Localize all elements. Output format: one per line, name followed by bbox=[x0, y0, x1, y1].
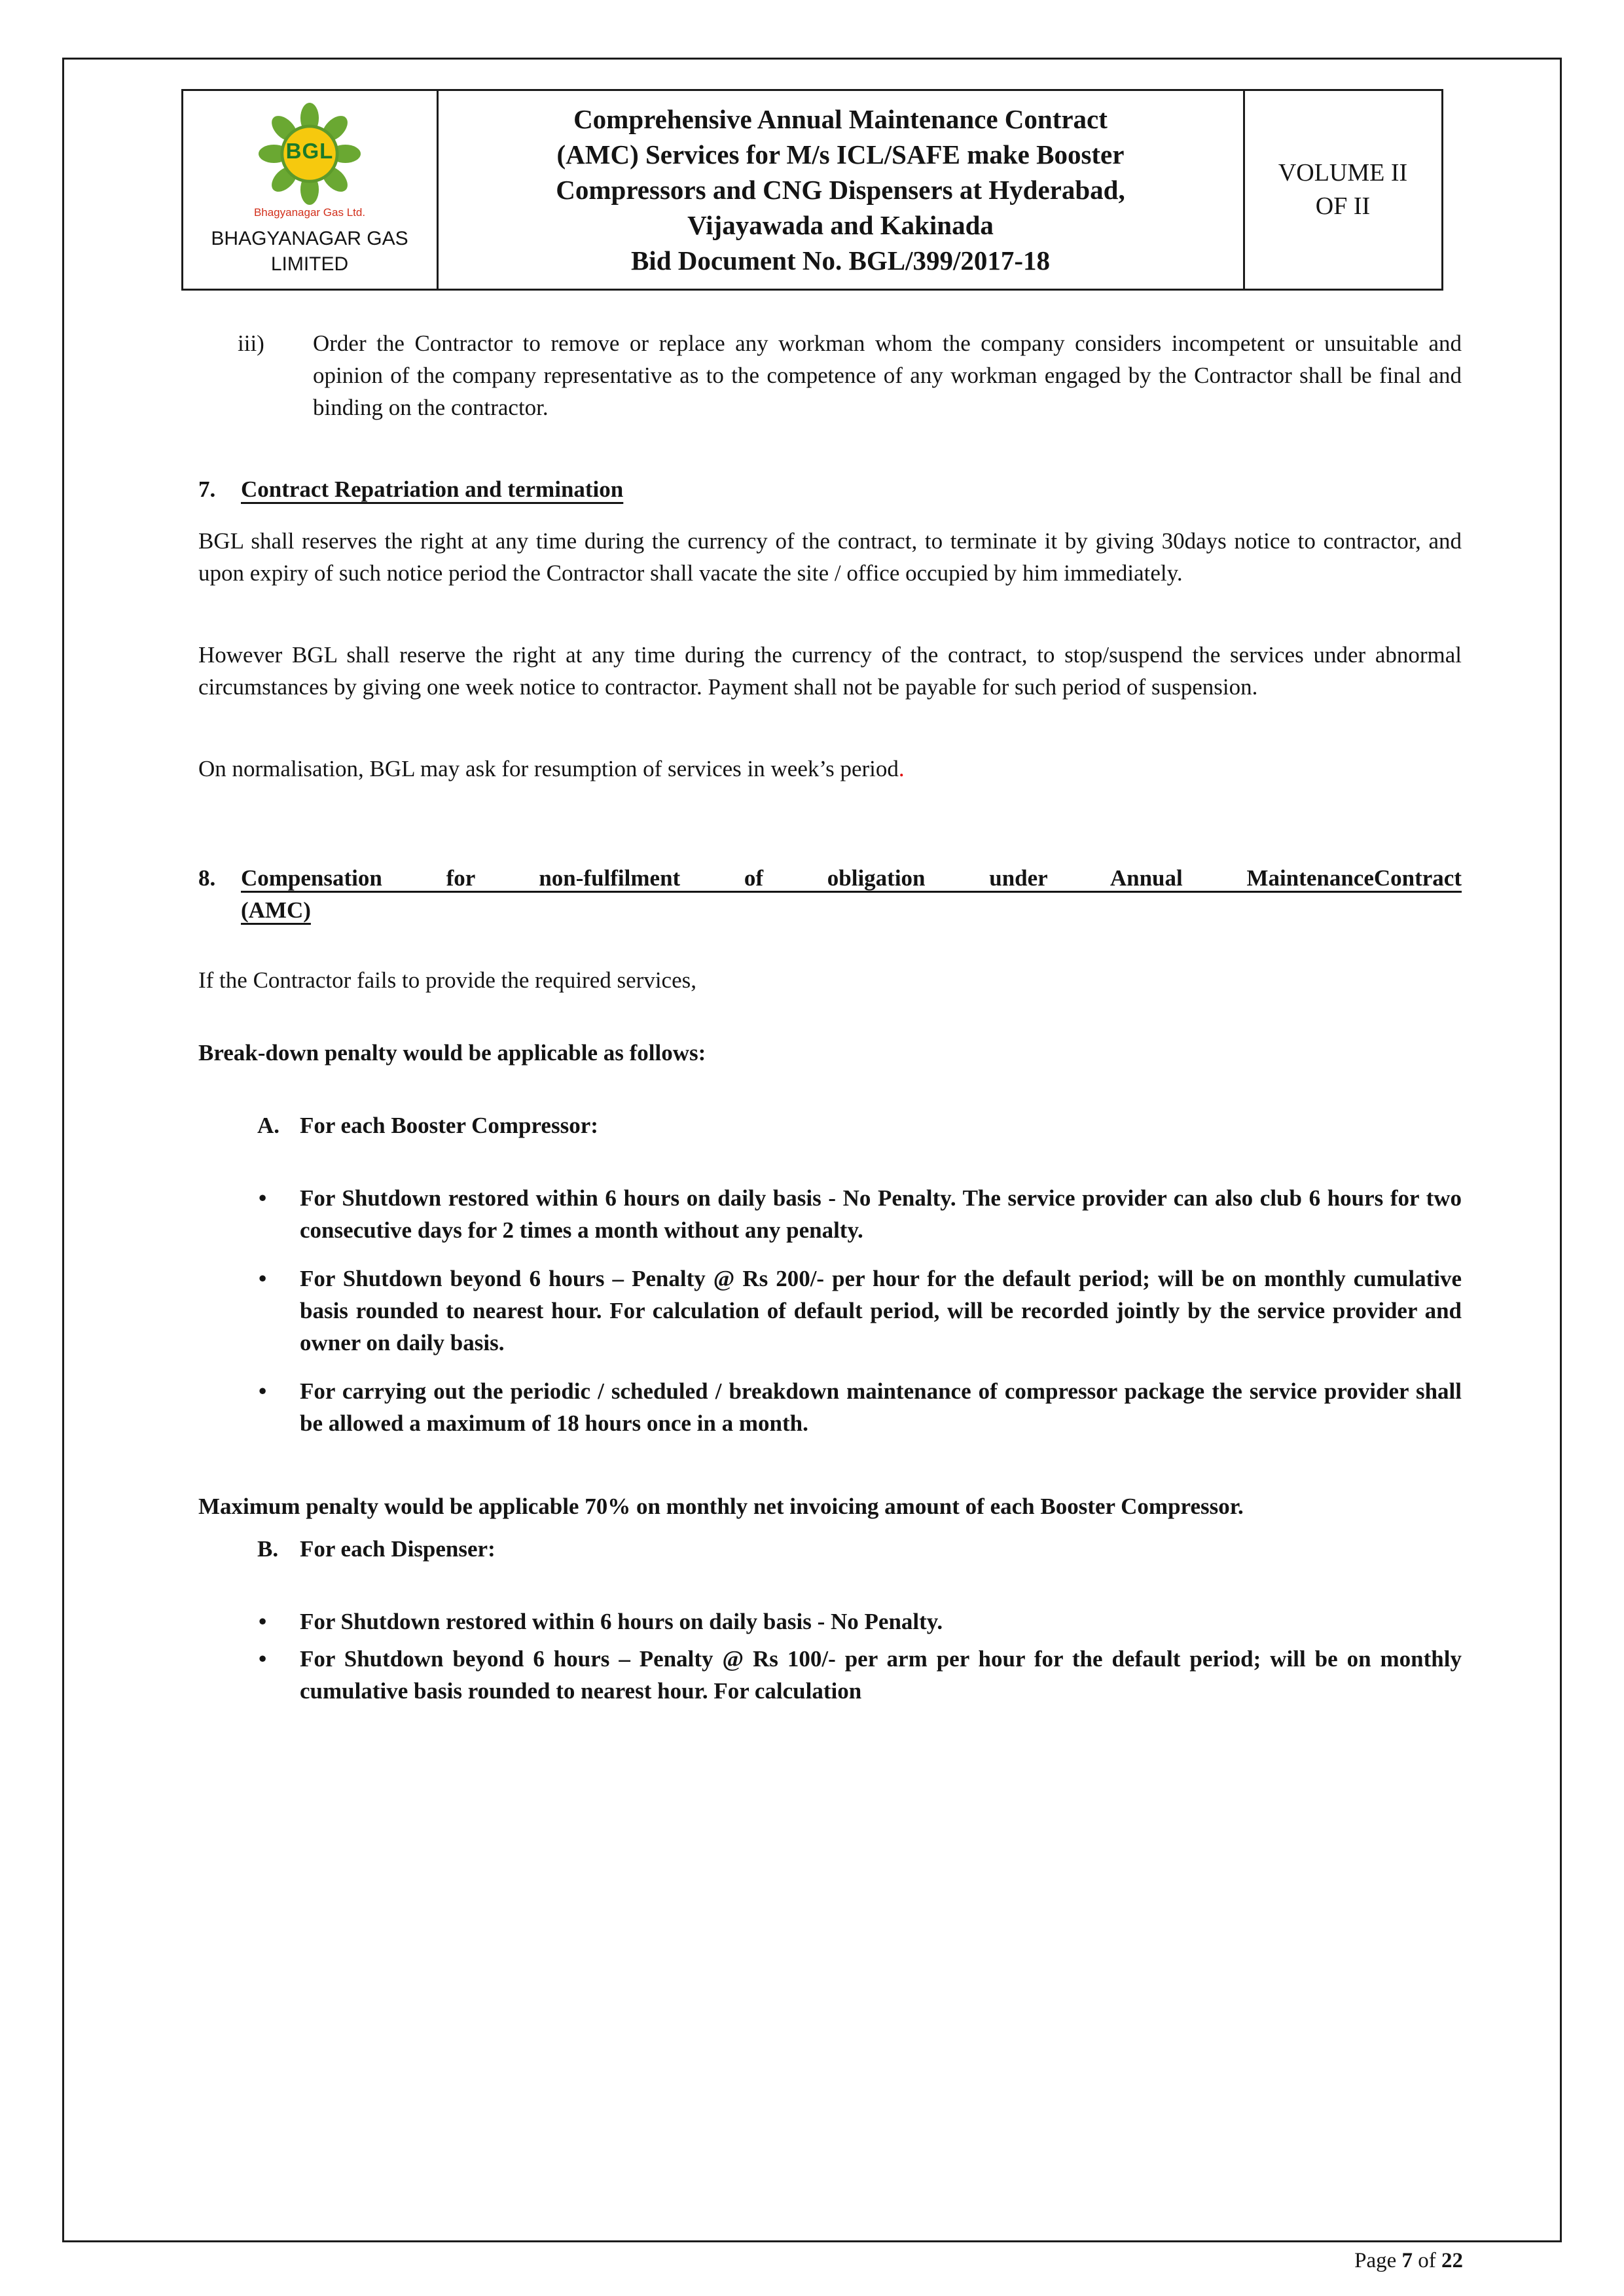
bullet-icon: • bbox=[259, 1378, 267, 1404]
part-b-heading bbox=[198, 1533, 1462, 1565]
volume-cell bbox=[1244, 90, 1442, 290]
max-penalty-paragraph: Maximum penalty would be applicable 70% on monthly net invoicing amount of each Booster Compressor. bbox=[198, 1494, 1244, 1519]
document-title-line4: Vijayawada and Kakinada bbox=[687, 210, 994, 240]
footer-page-word: Page bbox=[1354, 2249, 1402, 2272]
bullet-item bbox=[198, 1263, 1462, 1359]
volume-line2: OF II bbox=[1315, 192, 1371, 220]
bullet-item bbox=[198, 1605, 1462, 1638]
document-title bbox=[450, 101, 1231, 278]
breakdown-penalty-heading: Break-down penalty would be applicable as follows: bbox=[198, 1040, 706, 1066]
document-title-line3: Compressors and CNG Dispensers at Hyderabad, bbox=[556, 175, 1125, 205]
paragraph-termination: BGL shall reserves the right at any time during the currency of the contract, to terminate it by giving 30days notice to contractor, and upon expiry of such notice period the Contractor shall vacate the site / office occupied by him immediately. bbox=[198, 528, 1462, 586]
part-a-marker: A. bbox=[257, 1113, 280, 1138]
paragraph-resumption bbox=[198, 753, 1462, 785]
list-marker-iii: iii) bbox=[238, 331, 264, 356]
bullet-text: For carrying out the periodic / scheduled / breakdown maintenance of compressor package the service provider shall be allowed a maximum of 18 hours once in a month. bbox=[300, 1378, 1462, 1436]
part-b-title: For each Dispenser: bbox=[300, 1536, 496, 1562]
logo-cell bbox=[182, 90, 437, 290]
document-title-line1: Comprehensive Annual Maintenance Contract bbox=[573, 104, 1108, 134]
red-period: . bbox=[898, 756, 905, 781]
section-7-title: Contract Repatriation and termination bbox=[241, 476, 624, 502]
document-header bbox=[181, 89, 1443, 291]
bullet-item bbox=[198, 1182, 1462, 1246]
bullet-item bbox=[198, 1643, 1462, 1707]
paragraph-resumption-text: On normalisation, BGL may ask for resumption of services in week’s period bbox=[198, 756, 899, 781]
bullet-list-a bbox=[198, 1182, 1462, 1439]
bullet-text: For Shutdown beyond 6 hours – Penalty @ Rs 100/- per arm per hour for the default period; will be on monthly cumulative basis rounded to nearest hour. For calculation bbox=[300, 1646, 1462, 1704]
page-footer bbox=[1354, 2249, 1463, 2273]
bullet-text: For Shutdown restored within 6 hours on daily basis - No Penalty. bbox=[300, 1609, 943, 1634]
bullet-text: For Shutdown restored within 6 hours on daily basis - No Penalty. The service provider can also club 6 hours for two consecutive days for 2 times a month without any penalty. bbox=[300, 1185, 1462, 1243]
section-8-title-line1: Compensation for non-fulfilment of obligation under Annual MaintenanceContract bbox=[241, 865, 1462, 891]
title-cell bbox=[437, 90, 1244, 290]
volume-line1: VOLUME II bbox=[1278, 159, 1408, 187]
footer-total-pages: 22 bbox=[1441, 2249, 1463, 2272]
part-b-marker: B. bbox=[257, 1536, 279, 1562]
bullet-icon: • bbox=[259, 1609, 267, 1634]
bid-document-number: Bid Document No. BGL/399/2017-18 bbox=[630, 245, 1051, 276]
part-a-heading bbox=[198, 1109, 1462, 1141]
logo-tagline: Bhagyanagar Gas Ltd. bbox=[253, 206, 366, 219]
company-name bbox=[195, 226, 425, 277]
list-item-iii bbox=[198, 327, 1462, 423]
bullet-icon: • bbox=[259, 1266, 267, 1291]
section-8-number: 8. bbox=[198, 865, 216, 891]
bullet-item bbox=[198, 1375, 1462, 1439]
section-7-heading bbox=[198, 473, 1462, 505]
page-border bbox=[62, 58, 1562, 2242]
part-a-title: For each Booster Compressor: bbox=[300, 1113, 598, 1138]
company-logo-icon bbox=[259, 103, 361, 205]
document-body bbox=[198, 327, 1462, 1707]
volume-label bbox=[1257, 156, 1430, 223]
section-8-title-line2: (AMC) bbox=[241, 897, 311, 923]
paragraph-intro: If the Contractor fails to provide the required services, bbox=[198, 967, 696, 993]
section-8-heading bbox=[198, 862, 1462, 926]
list-item-iii-text: Order the Contractor to remove or replace any workman whom the company considers incompetent or unsuitable and opinion of the company representative as to the competence of any workman engaged by the Contractor shall be final and binding on the contractor. bbox=[313, 331, 1462, 420]
section-7-number: 7. bbox=[198, 476, 216, 502]
footer-of-word: of bbox=[1413, 2249, 1441, 2272]
footer-page-number: 7 bbox=[1401, 2249, 1413, 2272]
bullet-text: For Shutdown beyond 6 hours – Penalty @ Rs 200/- per hour for the default period; will be on monthly cumulative basis rounded to nearest hour. For calculation of default period, will be recorded jointly by the service provider and owner on daily basis. bbox=[300, 1266, 1462, 1355]
logo-acronym: BGL bbox=[285, 139, 334, 164]
bullet-icon: • bbox=[259, 1185, 267, 1211]
paragraph-suspension: However BGL shall reserve the right at any time during the currency of the contract, to stop/suspend the services under abnormal circumstances by giving one week notice to contractor. Payment shall not be payable for such period of suspension. bbox=[198, 642, 1462, 700]
document-title-line2: (AMC) Services for M/s ICL/SAFE make Booster bbox=[556, 139, 1125, 170]
company-name-line2: LIMITED bbox=[270, 253, 349, 275]
bullet-icon: • bbox=[259, 1646, 267, 1672]
company-name-line1: BHAGYANAGAR GAS bbox=[211, 228, 408, 249]
bullet-list-b bbox=[198, 1605, 1462, 1707]
